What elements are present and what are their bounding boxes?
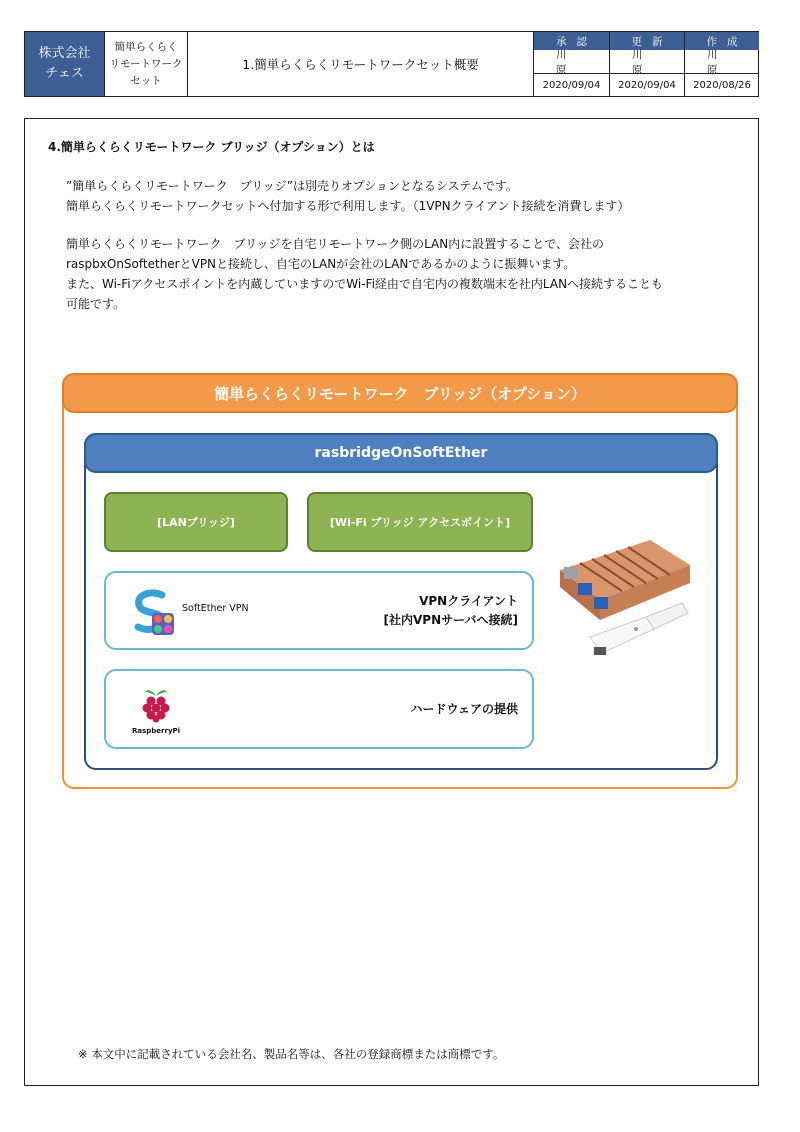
paragraph-line: また、Wi-Fiアクセスポイントを内蔵していますのでWi-Fi経由で自宅内の複数端末を社内LANへ接続することも [66, 277, 664, 291]
created-cell [684, 32, 759, 96]
approval-cell [534, 32, 609, 96]
raspberry-pi-label: RaspberryPi [132, 727, 181, 735]
rasbridge-title: rasbridgeOnSoftEther [84, 433, 718, 473]
update-name: 川原 [610, 50, 684, 74]
approval-role: 承認 [534, 32, 609, 50]
document-header [24, 31, 759, 97]
product-name: 簡単らくらく リモートワーク セット [105, 32, 188, 96]
footnote: ※ 本文中に記載されている会社名、製品名等は、各社の登録商標または商標です。 [78, 1047, 505, 1061]
hardware-description: ハードウェアの提供 [410, 702, 518, 716]
section-title: 4.簡単らくらくリモートワーク ブリッジ（オプション）とは [48, 140, 375, 154]
softether-vpn-icon [128, 587, 178, 637]
document-title: 1.簡単らくらくリモートワークセット概要 [188, 32, 534, 96]
hardware-card [104, 669, 534, 749]
update-role: 更新 [610, 32, 684, 50]
company-name: 株式会社 チェス [25, 32, 105, 96]
paragraph-line: 簡単らくらくリモートワークセットへ付加する形で利用します。（1VPNクライアント接続を消費します） [66, 199, 630, 213]
bridge-diagram-title: 簡単らくらくリモートワーク ブリッジ（オプション） [62, 373, 738, 413]
paragraph-line: 可能です。 [66, 297, 126, 311]
approval-date: 2020/09/04 [542, 80, 601, 91]
paragraph-line: raspbxOnSoftetherとVPNと接続し、自宅のLANが会社のLANであるかのように振舞います。 [66, 257, 576, 271]
paragraph-line: 簡単らくらくリモートワーク ブリッジを自宅リモートワーク側のLAN内に設置することで、会社の [66, 237, 604, 251]
wifi-bridge-box: [Wi-Fi ブリッジ アクセスポイント] [307, 492, 533, 552]
raspberry-pi-device-image [550, 525, 695, 675]
created-role: 作成 [685, 32, 759, 50]
raspberry-pi-icon [140, 687, 172, 723]
lan-bridge-box: [LANブリッジ] [104, 492, 288, 552]
vpn-client-card [104, 571, 534, 650]
paragraph-line: ”簡単らくらくリモートワーク ブリッジ”は別売りオプションとなるシステムです。 [66, 179, 518, 193]
created-date: 2020/08/26 [693, 80, 751, 91]
softether-label: SoftEther VPN [182, 603, 249, 614]
update-date: 2020/09/04 [618, 80, 676, 91]
vpn-client-description: VPNクライアント [社内VPNサーバへ接続] [383, 594, 518, 627]
created-name: 川原 [685, 50, 759, 74]
approval-name: 川原 [534, 50, 609, 74]
update-cell [609, 32, 684, 96]
